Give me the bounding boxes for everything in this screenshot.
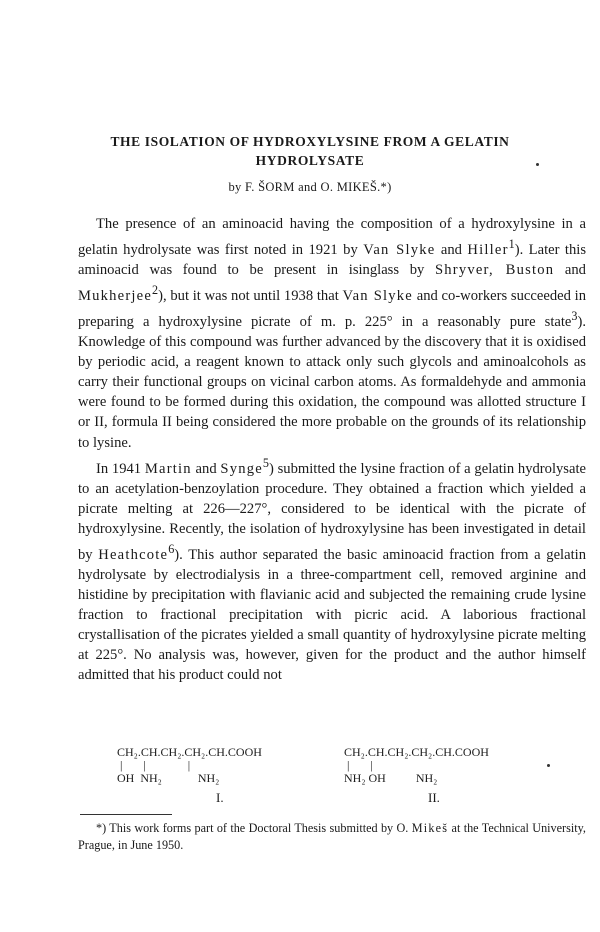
body-text <box>78 214 586 685</box>
formula-I <box>117 746 262 785</box>
footnote: *) This work forms part of the Doctoral Thesis submitted by O. Mikeš at the Technical University, Prague, in June 1950. <box>78 821 586 852</box>
paragraph-1: The presence of an aminoacid having the composition of a hydroxylysine in a gelatin hydrolysate was first noted in 1921 by Van Slyke and Hiller$^1$). Later this aminoacid was found to be present in isinglass by Shryver, Buston and Mukherjee$^2$), but it was not until 1938 that Van Slyke and co-workers succeeded in preparing a hydroxylysine picrate of m. p. 225° in a reasonably pure state$^3$). Knowledge of this compound was further advanced by the discovery that it is oxidised by periodic acid, a reagent known to attack only such glycols and aminoalcohols as carry their functional groups on vicinal carbon atoms. As formaldehyde and ammonia were found to be formed during this oxidation, the compound was allotted structure I or II, formula II being considered the more probable on the grounds of its relationship to lysine. <box>78 216 587 451</box>
footnote-rule <box>80 814 172 815</box>
title-line-2: HYDROLYSATE <box>255 153 365 168</box>
formula-I-groups: OH NH₂ NH₂ <box>117 771 220 785</box>
title-line-1: THE ISOLATION OF HYDROXYLYSINE FROM A GELATIN <box>110 134 510 149</box>
speck-mark <box>536 163 539 166</box>
formula-II-chain: CH₂.CH.CH₂.CH₂.CH.COOH <box>344 745 489 759</box>
formula-II <box>344 746 489 785</box>
formula-II-label: II. <box>428 790 440 805</box>
paragraph-2: In 1941 Martin and Synge$^5$) submitted the lysine fraction of a gelatin hydrolysate to an acetylation-benzoylation procedure. They obtained a fraction which yielded a picrate melting at 226—227°, considered to be identical with the picrate of hydroxylysine. Recently, the isolation of hydroxylysine has been investigated in detail by Heathcote$^6$). This author separated the basic aminoacid fraction from a gelatin hydrolysate by electrodialysis in a three-compartment cell, removed arginine and histidine by precipitation with flavianic acid and subjected the remaining crude lysine fraction to fractional precipitation with picric acid. A laborious fractional crystallisation of the picrates yielded a small quantity of hydroxylysine picrate melting at 225°. No analysis was, however, given for the product and the author himself admitted that his product could not <box>78 455 586 684</box>
formula-I-chain: CH₂.CH.CH₂.CH₂.CH.COOH <box>117 745 262 759</box>
formula-II-bonds: | | <box>344 758 373 772</box>
formula-I-bonds: | | | <box>117 758 191 772</box>
formula-II-groups: NH₂ OH NH₂ <box>344 771 438 785</box>
paper-authors: by F. ŠORM and O. MIKEŠ.*) <box>228 180 392 194</box>
speck-mark <box>547 764 550 767</box>
formula-I-label: I. <box>216 790 224 805</box>
paper-title <box>80 132 540 170</box>
